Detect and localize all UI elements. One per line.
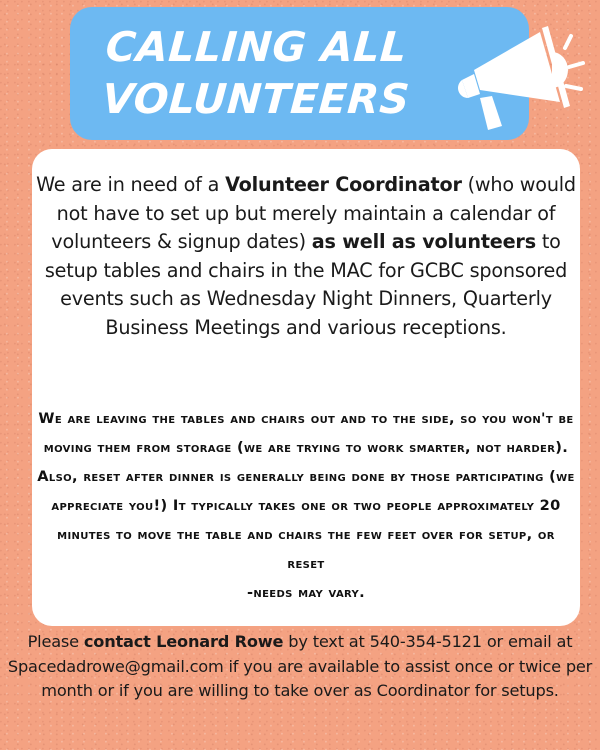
contact-paragraph: [0, 630, 600, 704]
contact-phone[interactable]: 540-354-5121: [369, 632, 482, 651]
intro-paragraph: [32, 171, 580, 343]
details-paragraph: [36, 404, 576, 607]
intro-text: to setup tables and chairs in the MAC for GCBC sponsored events such as Wednesday Night Dinners, Quarterly Business Meetings and various receptions.: [44, 230, 568, 339]
intro-text: We are in need of a: [36, 173, 226, 196]
intro-text: (who would not have to set up but merely maintain a calendar of volunteers & signup dates): [51, 173, 576, 254]
contact-email[interactable]: Spacedadrowe@gmail.com: [7, 656, 224, 676]
intro-volunteers-highlight: as well as volunteers: [311, 230, 536, 254]
details-note: -needs may vary.: [246, 584, 366, 601]
contact-text: if you are available to assist once or twice per month or if you are willing to take over as Coordinator for setups.: [41, 656, 593, 701]
intro-role-highlight: Volunteer Coordinator: [225, 173, 462, 196]
title-line-2: VOLUNTEERS: [100, 75, 412, 123]
contact-name: contact Leonard Rowe: [83, 632, 284, 651]
details-text: We are leaving the tables and chairs out and to the side, so you won't be moving them from storage (we are trying to work smarter, not harder). Also, reset after dinner is generally being done by those participating (we appreciate you!) It typically takes one or two people approximately 20 minutes to move the table and chairs the few feet over for setup, or reset: [37, 410, 575, 572]
contact-text: Please: [27, 632, 84, 651]
info-card: [32, 149, 580, 626]
contact-text: by text at: [283, 632, 370, 651]
title-line-1: CALLING ALL: [104, 23, 409, 71]
megaphone-icon: [452, 22, 592, 132]
contact-text: or email at: [481, 632, 573, 651]
page-title: [100, 21, 415, 125]
